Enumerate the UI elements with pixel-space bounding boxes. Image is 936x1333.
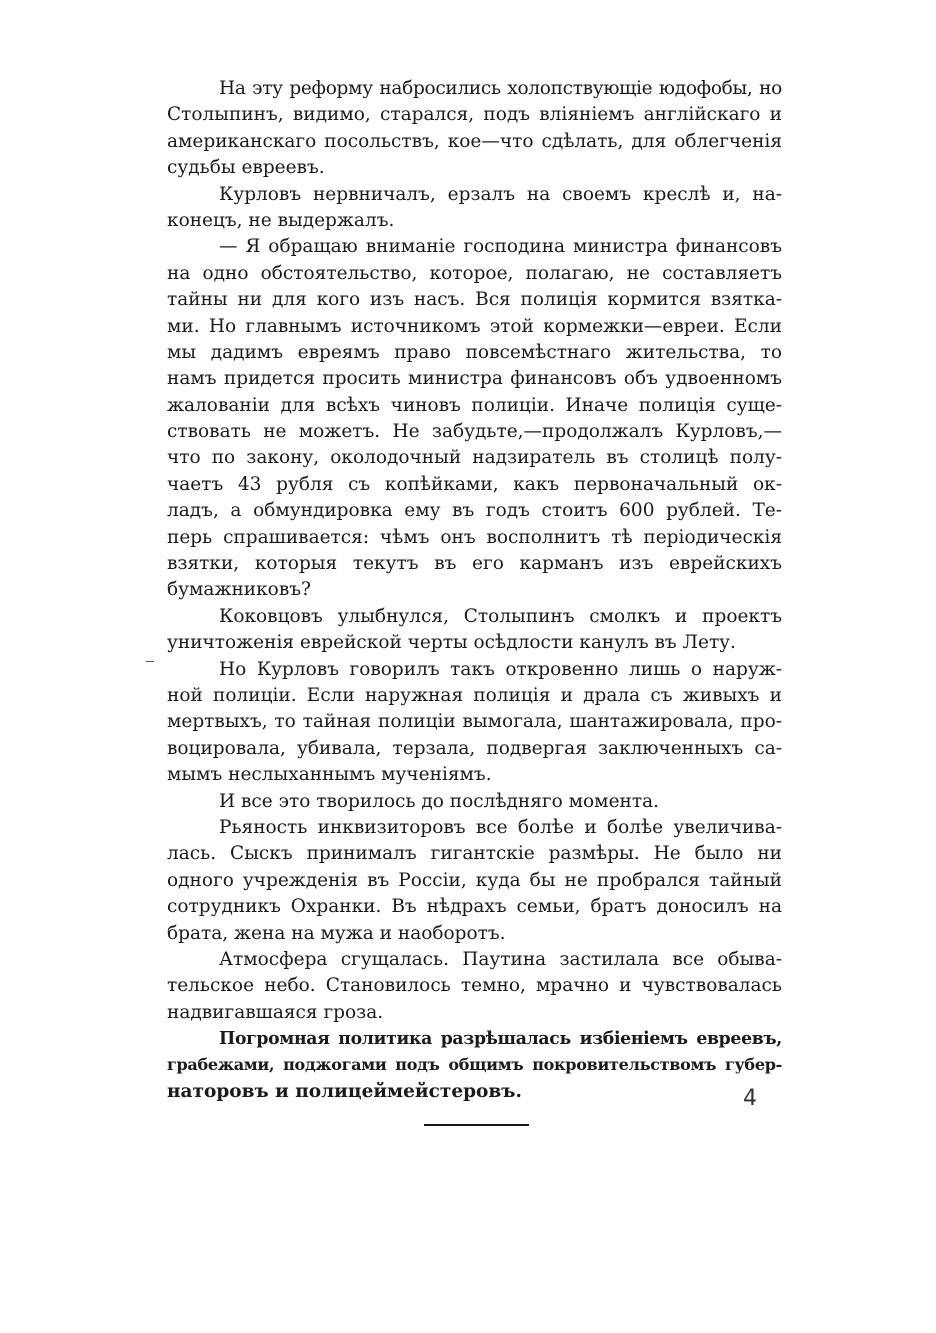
- text-line: сотрудникъ Охранки. Въ нѣдрахъ семьи, братъ доносилъ на: [167, 896, 782, 918]
- text-line: Курловъ нервничалъ, ерзалъ на своемъ креслѣ и, на-: [219, 183, 782, 205]
- text-line: грабежами, поджогами подъ общимъ покровительствомъ губер-: [167, 1055, 782, 1075]
- text-line: мымъ неслыханнымъ мученіямъ.: [167, 764, 492, 786]
- paragraph-kurlov-speech: [167, 234, 782, 603]
- text-line: надвигавшаяся гроза.: [167, 1001, 384, 1023]
- text-line: что по закону, околодочный надзиратель въ столицѣ полу-: [167, 447, 782, 469]
- text-line: жалованіи для всѣхъ чиновъ полиціи. Иначе полиція суще-: [167, 394, 782, 416]
- paragraph-pogrom-policy: [167, 1026, 782, 1105]
- text-line: чаетъ 43 рубля съ копѣйками, какъ первоначальный ок-: [167, 473, 782, 495]
- text-line: ствовать не можетъ. Не забудьте,—продолжалъ Курловъ,—: [167, 421, 782, 443]
- paragraph-external-police: [167, 657, 782, 789]
- margin-mark: [146, 661, 154, 662]
- text-line: тельское небо. Становилось темно, мрачно и чувствовалась: [167, 975, 782, 997]
- text-line: ми. Но главнымъ источникомъ этой кормежки—евреи. Если: [167, 315, 782, 337]
- paragraph-reform: [167, 76, 782, 182]
- text-line: лась. Сыскъ принималъ гигантскіе размѣры. Не было ни: [167, 843, 782, 865]
- text-line: — Я обращаю вниманіе господина министра финансовъ: [219, 236, 782, 258]
- text-line: одного учрежденія въ Россіи, куда бы не пробрался тайный: [167, 869, 782, 891]
- text-line: на одно обстоятельство, которое, полагаю, не составляетъ: [167, 262, 782, 284]
- text-line: воцировала, убивала, терзала, подвергая заключенныхъ са-: [167, 737, 782, 759]
- text-line: мы дадимъ евреямъ право повсемѣстнаго жительства, то: [167, 341, 782, 363]
- text-line: тайны ни для кого изъ насъ. Вся полиція кормится взятка-: [167, 289, 782, 311]
- paragraph-inquisitors: [167, 815, 782, 947]
- text-line: ладъ, а обмундировка ему въ годъ стоитъ 600 рублей. Те-: [167, 500, 782, 522]
- text-line: Коковцовъ улыбнулся, Столыпинъ смолкъ и проектъ: [219, 605, 782, 627]
- text-line: Погромная политика разрѣшалась избіеніемъ евреевъ,: [219, 1029, 782, 1050]
- end-divider: [424, 1124, 529, 1126]
- text-line: взятки, которыя текутъ въ его карманъ изъ еврейскихъ: [167, 553, 782, 575]
- text-line: судьбы евреевъ.: [167, 157, 325, 179]
- handwritten-page-number: 4: [743, 1086, 757, 1111]
- text-line: перь спрашивается: чѣмъ онъ восполнитъ тѣ періодическія: [167, 526, 782, 548]
- text-line: На эту реформу набросились холопствующіе юдофобы, но: [219, 78, 782, 99]
- text-line: ной полиціи. Если наружная полиція и драла съ живыхъ и: [167, 684, 782, 706]
- paragraph-until-last-moment: [167, 789, 782, 815]
- paragraph-kurlov-nervous: [167, 182, 782, 235]
- text-line: мертвыхъ, то тайная полиціи вымогала, шантажировала, про-: [167, 711, 782, 733]
- text-line: Столыпинъ, видимо, старался, подъ вліяніемъ англійскаго и: [167, 104, 782, 126]
- text-line: И все это творилось до послѣдняго момента.: [219, 790, 659, 812]
- body-text: [167, 76, 782, 1105]
- text-line: уничтоженія еврейской черты осѣдлости канулъ въ Лету.: [167, 632, 736, 654]
- text-line: наторовъ и полицеймейстеровъ.: [167, 1080, 522, 1102]
- paragraph-atmosphere: [167, 947, 782, 1026]
- text-line: американскаго посольствъ, кое—что сдѣлать, для облегченія: [167, 130, 782, 152]
- text-line: конецъ, не выдержалъ.: [167, 209, 395, 231]
- text-line: Рьяность инквизиторовъ все болѣе и болѣе увеличива-: [219, 816, 782, 838]
- paragraph-kokovtsov: [167, 604, 782, 657]
- text-line: бумажниковъ?: [167, 579, 311, 601]
- text-line: брата, жена на мужа и наоборотъ.: [167, 922, 506, 944]
- text-line: намъ придется просить министра финансовъ объ удвоенномъ: [167, 368, 782, 390]
- text-line: Но Курловъ говорилъ такъ откровенно лишь о наруж-: [219, 658, 782, 680]
- text-line: Атмосфера сгущалась. Паутина застилала все обыва-: [219, 948, 782, 970]
